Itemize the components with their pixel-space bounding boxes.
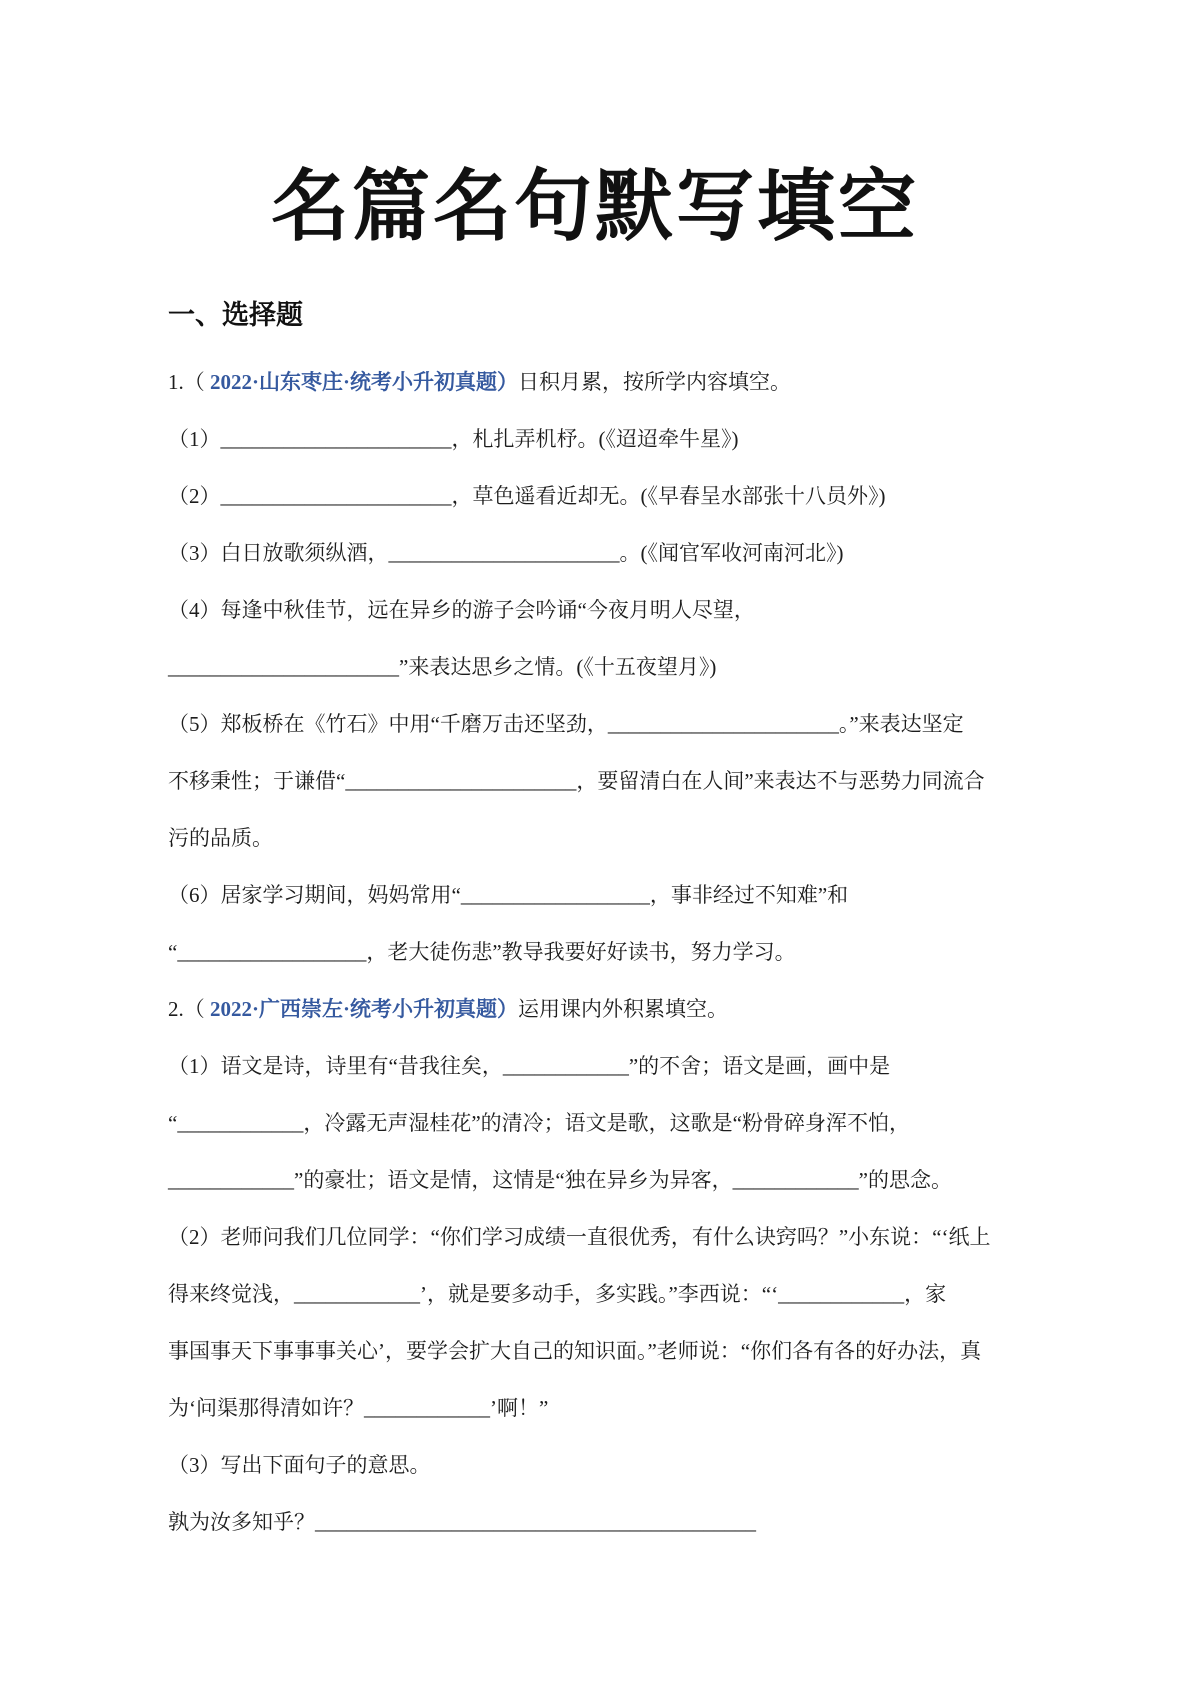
section-heading: 一、选择题: [168, 300, 303, 331]
question-2-intro: 运用课内外积累填空。: [518, 997, 729, 1021]
q2-item-2-line-2: 得来终觉浅，____________’，就是要多动手，多实践。”李西说：“‘____________，家: [168, 1282, 947, 1306]
question-1-header: [168, 354, 1022, 411]
q1-item-5-line-3: 污的品质。: [168, 826, 273, 850]
q2-item-1-line-2: “____________，冷露无声湿桂花”的清冷；语文是歌，这歌是“粉骨碎身浑不怕，: [168, 1111, 910, 1135]
q1-item-3: （3）白日放歌须纵酒，______________________。(《闻官军收河南河北》): [168, 541, 844, 565]
document-body: [168, 354, 1022, 1551]
question-2-header: [168, 981, 1022, 1038]
question-1-intro: 日积月累，按所学内容填空。: [518, 370, 792, 394]
q2-item-3-line-1: （3）写出下面句子的意思。: [168, 1453, 431, 1477]
q2-item-2-line-4: 为‘问渠那得清如许？____________’啊！”: [168, 1396, 549, 1420]
q1-item-6-line-1: （6）居家学习期间，妈妈常用“__________________，事非经过不知难”和: [168, 883, 849, 907]
q1-item-1: （1）______________________，札扎弄机杼。(《迢迢牵牛星》): [168, 427, 739, 451]
q1-item-5-line-1: （5）郑板桥在《竹石》中用“千磨万击还坚劲，______________________。”来表达坚定: [168, 712, 964, 736]
q2-item-2-line-3: 事国事天下事事事关心’，要学会扩大自己的知识面。”老师说：“你们各有各的好办法，真: [168, 1339, 982, 1363]
q2-item-1-line-1: （1）语文是诗，诗里有“昔我往矣，____________”的不舍；语文是画，画中是: [168, 1054, 891, 1078]
q1-item-2: （2）______________________，草色遥看近却无。(《早春呈水部张十八员外》): [168, 484, 886, 508]
q2-item-2-line-1: （2）老师问我们几位同学：“你们学习成绩一直很优秀，有什么诀窍吗？”小东说：“‘纸上: [168, 1225, 991, 1249]
question-1-citation: 2022·山东枣庄·统考小升初真题）: [210, 370, 519, 394]
q1-item-4-line-1: （4）每逢中秋佳节，远在异乡的游子会吟诵“今夜月明人尽望，: [168, 598, 755, 622]
q1-item-4-line-2: ______________________”来表达思乡之情。(《十五夜望月》): [168, 655, 717, 679]
question-2-citation: 2022·广西崇左·统考小升初真题）: [210, 997, 519, 1021]
q2-item-3-line-2: 孰为汝多知乎？__________________________________________: [168, 1510, 756, 1534]
q1-item-6-line-2: “__________________，老大徒伤悲”教导我要好好读书，努力学习。: [168, 940, 796, 964]
document-title: 名篇名句默写填空: [270, 162, 919, 252]
question-1-number: 1.（: [168, 370, 210, 394]
q1-item-5-line-2: 不移秉性；于谦借“______________________，要留清白在人间”来表达不与恶势力同流合: [168, 769, 985, 793]
question-2-number: 2.（: [168, 997, 210, 1021]
q2-item-1-line-3: ____________”的豪壮；语文是情，这情是“独在异乡为异客，____________”的思念。: [168, 1168, 952, 1192]
